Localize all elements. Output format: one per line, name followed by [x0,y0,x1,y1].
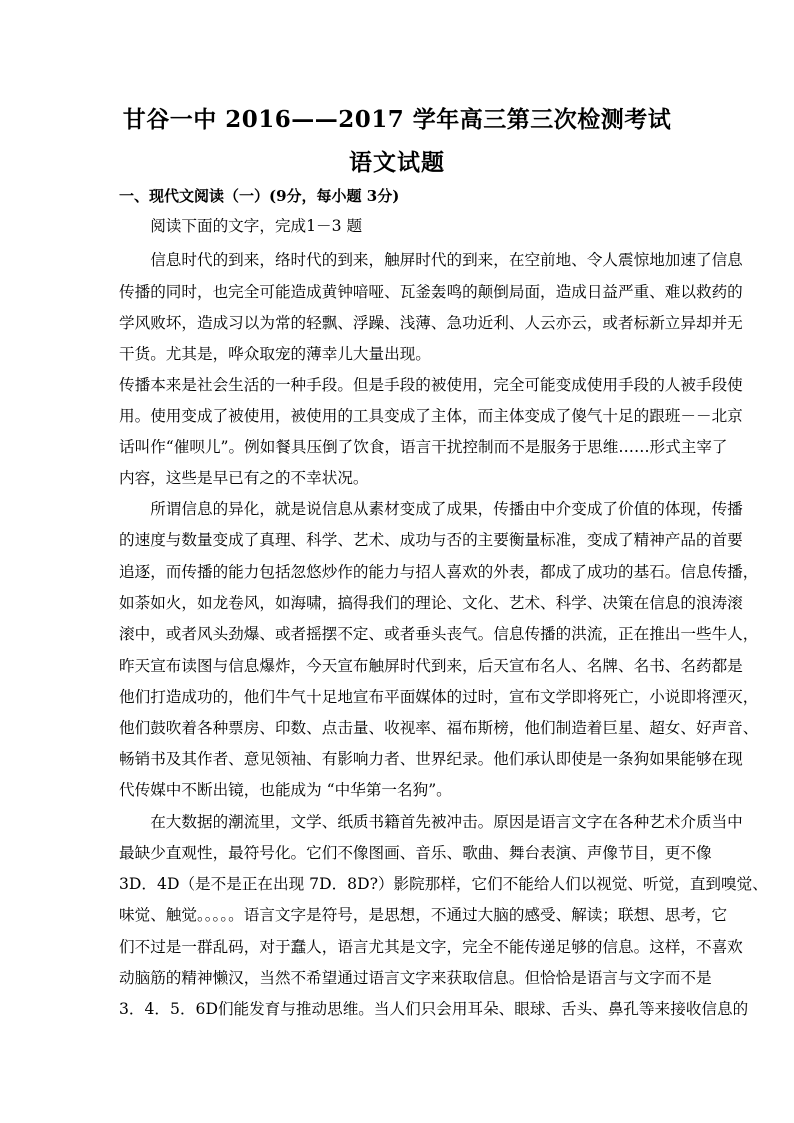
text-line: 所谓信息的异化，就是说信息从素材变成了成果，传播由中介变成了价值的体现，传播 [119,500,743,518]
text-line: 的速度与数量变成了真理、科学、艺术、成功与否的主要衡量标准，变成了精神产品的首要 [119,531,743,549]
text-line: 话叫作“催呗儿”。例如餐具压倒了饮食，语言干扰控制而不是服务于思维……形式主宰了 [119,438,728,456]
text-line: 代传媒中不断出镜，也能成为 “中华第一名狗”。 [119,781,452,799]
text-line: 阅读下面的文字，完成1－3 题 [119,217,363,235]
text-line: 在大数据的潮流里，文学、纸质书籍首先被冲击。原因是语言文字在各种艺术介质当中 [119,813,743,831]
page-title: 甘谷一中 2016——2017 学年高三第三次检测考试 [122,106,672,133]
text-line: 滚中，或者风头劲爆、或者摇摆不定、或者垂头丧气。信息传播的洪流，正在推出一些牛人， [119,625,759,643]
text-line: 传播本来是社会生活的一种手段。但是手段的被使用，完全可能变成使用手段的人被手段使 [119,376,743,394]
text-line: 动脑筋的精神懒汉，当然不希望通过语言文字来获取信息。但恰恰是语言与文字而不是 [119,969,712,987]
text-line: 内容，这些是早已有之的不幸状况。 [119,469,369,487]
text-line: 传播的同时，也完全可能造成黄钟喑哑、瓦釜轰鸣的颠倒局面，造成日益严重、难以救药的 [119,283,743,301]
text-line: 他们打造成功的，他们牛气十足地宣布平面媒体的过时，宣布文学即将死亡，小说即将湮灭， [119,688,759,706]
text-line: 味觉、触觉。。。。。语言文字是符号，是思想，不通过大脑的感受、解读；联想、思考，它 [119,906,728,924]
text-line: 追逐，而传播的能力包括忽悠炒作的能力与招人喜欢的外表，都成了成功的基石。信息传播， [119,563,759,581]
text-line: 最缺少直观性，最符号化。它们不像图画、音乐、歌曲、舞台表演、声像节目，更不像 [119,844,712,862]
text-line: 他们鼓吹着各种票房、印数、点击量、收视率、福布斯榜，他们制造着巨星、超女、好声音、 [119,719,759,737]
text-line: 3D．4D（是不是正在出现 7D．8D?）影院那样，它们不能给人们以视觉、听觉，直到嗅觉、 [119,875,768,893]
text-line: 们不过是一群乱码，对于蠢人，语言尤其是文字，完全不能传递足够的信息。这样，不喜欢 [119,938,743,956]
text-line: 干货。尤其是，哗众取宠的薄幸儿大量出现。 [119,345,431,363]
text-line: 3．4．5．6D们能发育与推动思维。当人们只会用耳朵、眼球、舌头、鼻孔等来接收信息的 [119,1000,749,1018]
text-line: 畅销书及其作者、意见领袖、有影响力者、世界纪录。他们承认即使是一条狗如果能够在现 [119,750,743,768]
page-subtitle: 语文试题 [349,149,445,176]
text-line: 昨天宣布读图与信息爆炸，今天宣布触屏时代到来，后天宣布名人、名牌、名书、名药都是 [119,657,743,675]
text-line: 用。使用变成了被使用，被使用的工具变成了主体，而主体变成了傻气十足的跟班－－北京 [119,407,743,425]
text-line: 学风败坏，造成习以为常的轻飘、浮躁、浅薄、急功近利、人云亦云，或者标新立异却并无 [119,314,743,332]
text-line: 信息时代的到来，络时代的到来，触屏时代的到来，在空前地、令人震惊地加速了信息 [119,251,743,269]
section-heading: 一、现代文阅读（一）(9分，每小题 3分) [119,187,400,205]
text-line: 如荼如火，如龙卷风，如海啸，搞得我们的理论、文化、艺术、科学、决策在信息的浪涛滚 [119,594,743,612]
